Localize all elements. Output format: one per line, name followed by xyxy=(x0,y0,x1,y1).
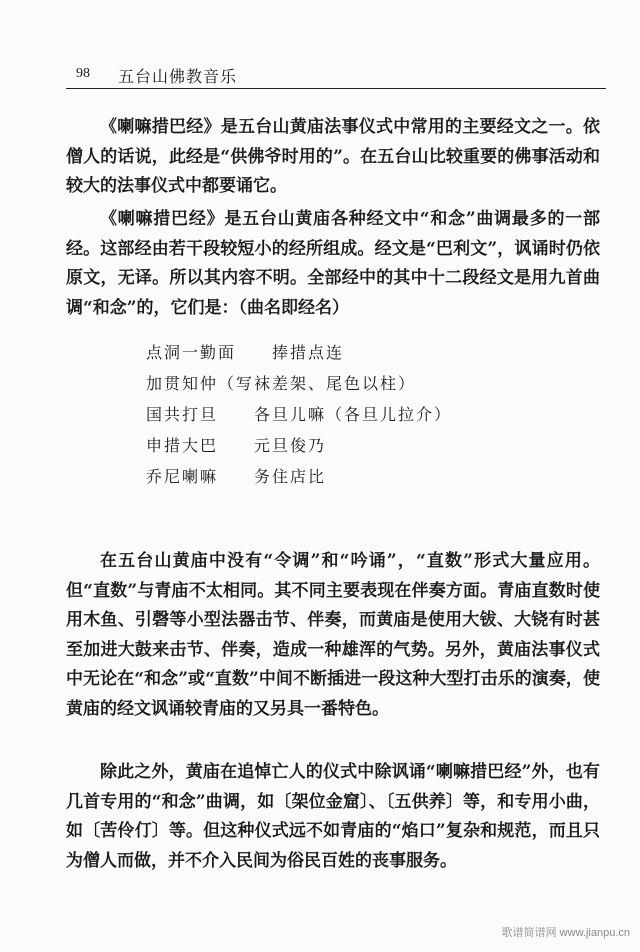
paragraph-funeral: 除此之外，黄庙在追悼亡人的仪式中除讽诵“喇嘛措巴经”外，也有几首专用的“和念”曲调，如〔架位金窟〕、〔五供养〕等，和专用小曲，如〔苦伶仃〕等。但这种仪式远不如青庙的“焰口”复杂和规范，而且只为僧人而做，并不介入民间为俗民百姓的丧事服务。 xyxy=(66,762,600,871)
list-item: 乔尼喇嘛 务住店比 xyxy=(146,467,327,486)
list-item: 加贯知仲（写袜差架、尾色以柱） xyxy=(146,374,417,393)
paragraph-henian: 《喇嘛措巴经》是五台山黄庙各种经文中“和念”曲调最多的一部经。这部经由若干段较短小的经所组成。经文是“巴利文”，讽诵时仍依原文，无译。所以其内容不明。全部经中的其中十二段经文是用九首曲调“和念”的，它们是：（曲名即经名） xyxy=(66,209,600,318)
site-watermark: 歌谱简谱网 www.jianpu.cn xyxy=(501,927,630,939)
paragraph-intro: 《喇嘛措巴经》是五台山黄庙法事仪式中常用的主要经文之一。依僧人的话说，此经是“供佛爷时用的”。在五台山比较重要的佛事活动和较大的法事仪式中都要诵它。 xyxy=(66,117,600,197)
paragraph-zhishu: 在五台山黄庙中没有“令调”和“吟诵”，“直数”形式大量应用。但“直数”与青庙不太相同。其不同主要表现在伴奏方面。青庙直数时使用木鱼、引磬等小型法器击节、伴奏，而黄庙是使用大钹、大铙有时甚至加进大鼓来击节、伴奏，造成一种雄浑的气势。另外，黄庙法事仪式中无论在“和念”或“直数”中间不断插进一段这种大型打击乐的演奏，使黄庙的经文讽诵较青庙的又另具一番特色。 xyxy=(66,551,600,719)
list-item: 国共打旦 各旦儿嘛（各旦儿拉介） xyxy=(146,405,453,424)
page-number: 98 xyxy=(76,66,90,81)
list-item: 点洞一勤面 捧措点连 xyxy=(146,343,345,362)
page-header xyxy=(66,60,606,90)
running-title: 五台山佛教音乐 xyxy=(118,67,238,86)
list-item: 申措大巴 元旦俊乃 xyxy=(146,436,327,455)
tune-name-list xyxy=(146,340,546,495)
header-rule xyxy=(66,88,606,89)
